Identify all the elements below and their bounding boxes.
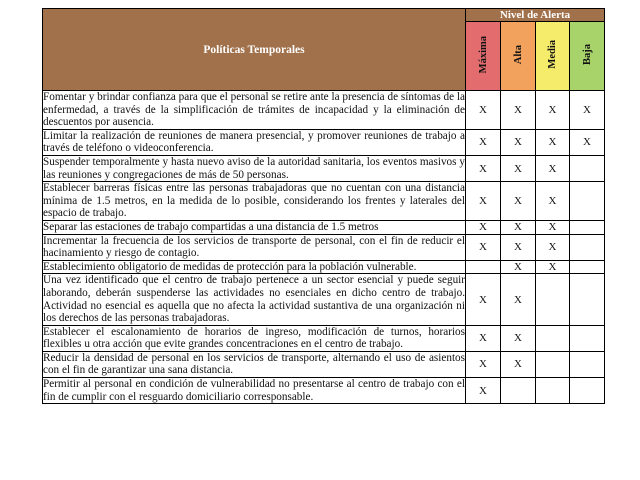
level-alta-label: Alta xyxy=(512,44,524,65)
mark-media xyxy=(536,274,570,325)
mark-alta xyxy=(501,378,536,404)
mark-baja: X xyxy=(570,91,605,130)
mark-alta: X xyxy=(501,274,536,325)
policy-text: Una vez identificado que el centro de trabajo pertenece a un sector esencial y puede seguir laborando, deberán suspenderse las actividades no esenciales en dicho centro de trabajo. Actividad no esencial es aquella que no afecta la actividad sustantiva de una organización ni los derechos de las personas trabajadoras. xyxy=(43,274,465,325)
mark-media: X xyxy=(536,129,570,155)
mark-alta: X xyxy=(501,234,536,260)
alert-policies-table xyxy=(42,8,605,404)
mark-alta: X xyxy=(501,129,536,155)
table-row xyxy=(43,129,605,155)
table-row xyxy=(43,260,605,274)
header-row-top xyxy=(43,9,605,22)
mark-media: X xyxy=(536,234,570,260)
mark-maxima: X xyxy=(466,220,501,234)
mark-maxima: X xyxy=(466,274,501,325)
level-maxima xyxy=(466,22,501,91)
mark-media: X xyxy=(536,182,570,221)
mark-media: X xyxy=(536,220,570,234)
policy-text: Limitar la realización de reuniones de manera presencial, y promover reuniones de trabajo a través de teléfono o videoconferencia. xyxy=(43,129,465,155)
mark-maxima: X xyxy=(466,378,501,404)
mark-alta: X xyxy=(501,220,536,234)
mark-baja xyxy=(570,220,605,234)
mark-baja xyxy=(570,274,605,325)
mark-media: X xyxy=(536,155,570,181)
policy-text: Reducir la densidad de personal en los servicios de transporte, alternando el uso de asientos con el fin de garantizar una sana distancia. xyxy=(43,351,465,377)
mark-alta: X xyxy=(501,325,536,351)
mark-media: X xyxy=(536,91,570,130)
mark-alta: X xyxy=(501,351,536,377)
table-row xyxy=(43,220,605,234)
mark-alta: X xyxy=(501,155,536,181)
mark-maxima: X xyxy=(466,91,501,130)
level-media xyxy=(536,22,570,91)
level-maxima-label: Máxima xyxy=(477,35,489,74)
policy-text: Incrementar la frecuencia de los servicios de transporte de personal, con el fin de reducir el hacinamiento y riesgo de contagio. xyxy=(43,234,465,260)
table-row xyxy=(43,274,605,325)
mark-baja xyxy=(570,260,605,274)
mark-maxima xyxy=(466,260,501,274)
level-baja-label: Baja xyxy=(581,44,593,65)
table-row xyxy=(43,91,605,130)
table-row xyxy=(43,155,605,181)
mark-baja xyxy=(570,351,605,377)
mark-baja xyxy=(570,182,605,221)
table-row xyxy=(43,234,605,260)
level-alta xyxy=(501,22,536,91)
mark-media xyxy=(536,351,570,377)
policy-text: Establecimiento obligatorio de medidas de protección para la población vulnerable. xyxy=(43,260,466,274)
mark-media: X xyxy=(536,260,570,274)
mark-maxima: X xyxy=(466,351,501,377)
mark-baja xyxy=(570,378,605,404)
mark-alta: X xyxy=(501,182,536,221)
policy-text: Separar las estaciones de trabajo compartidas a una distancia de 1.5 metros xyxy=(43,220,466,234)
alert-level-title: Nivel de Alerta xyxy=(466,9,605,22)
mark-baja xyxy=(570,325,605,351)
mark-media xyxy=(536,325,570,351)
policies-title: Políticas Temporales xyxy=(43,9,466,91)
policy-text: Establecer el escalonamiento de horarios de ingreso, modificación de turnos, horarios flexibles u otra acción que evite grandes concentraciones en el centro de trabajo. xyxy=(43,325,465,351)
mark-maxima: X xyxy=(466,325,501,351)
mark-baja xyxy=(570,234,605,260)
mark-maxima: X xyxy=(466,155,501,181)
mark-maxima: X xyxy=(466,129,501,155)
table-row xyxy=(43,325,605,351)
mark-maxima: X xyxy=(466,182,501,221)
policy-text: Suspender temporalmente y hasta nuevo aviso de la autoridad sanitaria, los eventos masivos y las reuniones y congregaciones de más de 50 personas. xyxy=(43,155,465,181)
policy-text: Fomentar y brindar confianza para que el personal se retire ante la presencia de síntomas de la enfermedad, a través de la simplificación de trámites de incapacidad y la eliminación de descuentos por ausencia. xyxy=(43,91,465,129)
policy-text: Establecer barreras físicas entre las personas trabajadoras que no cuentan con una distancia mínima de 1.5 metros, en la medida de lo posible, considerando los frentes y laterales del espacio de trabajo. xyxy=(43,182,465,220)
table-row xyxy=(43,378,605,404)
level-media-label: Media xyxy=(547,40,558,69)
mark-baja xyxy=(570,155,605,181)
mark-media xyxy=(536,378,570,404)
mark-alta: X xyxy=(501,260,536,274)
table-row xyxy=(43,182,605,221)
policy-text: Permitir al personal en condición de vulnerabilidad no presentarse al centro de trabajo con el fin de cumplir con el resguardo domiciliario corresponsable. xyxy=(43,378,465,403)
level-baja xyxy=(570,22,605,91)
mark-alta: X xyxy=(501,91,536,130)
mark-maxima: X xyxy=(466,234,501,260)
table-row xyxy=(43,351,605,377)
mark-baja: X xyxy=(570,129,605,155)
